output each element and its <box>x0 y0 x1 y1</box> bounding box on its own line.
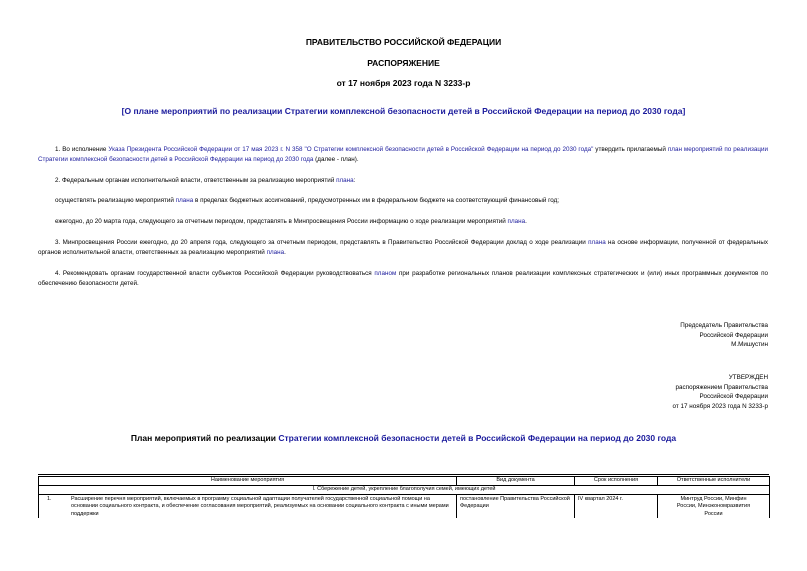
title-bracket-open: [ <box>121 106 125 116</box>
plan-link-p3a[interactable]: плана <box>588 239 606 246</box>
col-header-term: Срок исполнения <box>575 477 658 486</box>
row-number: 1. <box>47 495 52 502</box>
p1-text: 1. Во исполнение <box>55 146 109 153</box>
col-header-exec: Ответственные исполнители <box>658 477 770 486</box>
p2b-suffix: . <box>525 218 527 225</box>
signature-line-2: Российской Федерации <box>699 331 768 339</box>
p2a-text: осуществлять реализацию мероприятий <box>55 197 176 204</box>
paragraph-2 <box>38 176 768 186</box>
p2-text: 2. Федеральным органам исполнительной власти, ответственным за реализацию мероприятий <box>55 177 337 184</box>
government-title: ПРАВИТЕЛЬСТВО РОССИЙСКОЙ ФЕДЕРАЦИИ <box>305 37 502 47</box>
approved-heading: УТВЕРЖДЕН <box>728 374 768 381</box>
plan-title <box>0 433 807 443</box>
col-header-name: Наименование мероприятия <box>39 477 457 486</box>
title-link-o[interactable]: О <box>124 106 132 116</box>
signature-name: М.Мишустин <box>731 341 768 348</box>
decree-link[interactable]: Указа Президента Российской Федерации от 17 мая 2023 г. N 358 "О Стратегии комплексной безопасности детей в Российской Федерации на период до 2030 года" <box>108 146 594 153</box>
p2-suffix: : <box>353 177 356 184</box>
col-header-doc: Вид документа <box>457 477 575 486</box>
title-bracket-close: ] <box>682 106 686 116</box>
p1-mid: утвердить прилагаемый <box>593 146 668 153</box>
approval-block <box>673 373 768 411</box>
p3-text: 3. Минпросвещения России ежегодно, до 20 апреля года, следующего за отчетным периодом, представлять в Правительство Российской Федерации доклад о ходе реализации <box>55 239 589 246</box>
plan-link-p3b[interactable]: плана <box>266 248 285 256</box>
p3-suffix: . <box>284 248 286 256</box>
plan-link-p2b[interactable]: плана <box>507 218 526 225</box>
approved-line-2: распоряжением Правительства <box>675 383 768 391</box>
title-link[interactable]: плане мероприятий по реализации Стратегии комплексной безопасности детей в Российской Федерации на период до 2030 года <box>131 106 683 116</box>
strategy-link[interactable]: Стратегии комплексной безопасности детей в Российской Федерации на период до 2030 года <box>278 433 677 443</box>
p2a-suffix: в пределах бюджетных ассигнований, предусмотренных им в федеральном бюджете на соответствующий финансовый год; <box>193 197 560 204</box>
cell-exec: Минтруд России, Минфин России, Минэкономразвития России <box>658 494 770 518</box>
plan-table <box>38 476 770 518</box>
plan-link-p4[interactable]: планом <box>374 270 397 277</box>
plan-title-prefix: План мероприятий по реализации <box>130 433 279 443</box>
approved-line-3: Российской Федерации <box>699 393 768 400</box>
p4-suffix: при разработке региональных планов реализации комплексных стратегических и (или) иных программных документов по обеспечению безопасности детей. <box>38 270 768 287</box>
section-title: I. Сбережение детей, укрепление благополучия семей, имеющих детей <box>39 486 770 495</box>
paragraph-1 <box>38 145 768 164</box>
doc-type: РАСПОРЯЖЕНИЕ <box>367 58 440 68</box>
signature-block <box>680 321 768 350</box>
p2b-text: ежегодно, до 20 марта года, следующего за отчетным периодом, представлять в Минпросвещения России информацию о ходе реализации мероприятий <box>55 218 508 225</box>
table-header-row <box>39 477 770 486</box>
plan-link-p2[interactable]: плана <box>336 177 354 184</box>
cell-name <box>39 494 457 518</box>
cell-doc: постановление Правительства Российской Федерации <box>457 494 575 518</box>
plan-link[interactable]: план мероприятий по реализации Стратегии комплексной безопасности детей в Российской Федерации на период до 2030 года <box>38 146 768 163</box>
table-row <box>39 494 770 518</box>
table-top-rule <box>38 474 769 475</box>
row-name: Расширение перечня мероприятий, включаемых в программу социальной адаптации получателей государственной социальной помощи на основании социального контракта, и обеспечение согласования мероприятий, реализуемых на основании социального контракта с иными мерами поддержки <box>71 495 449 517</box>
paragraph-3 <box>38 238 768 257</box>
paragraph-4 <box>38 269 768 288</box>
paragraph-2b <box>38 217 768 227</box>
date-number: от 17 ноября 2023 года N 3233-р <box>336 78 471 88</box>
section-row <box>39 486 770 495</box>
plan-link-p2a[interactable]: плана <box>175 197 194 204</box>
approved-line-4: от 17 ноября 2023 года N 3233-р <box>672 402 768 410</box>
cell-term: IV квартал 2024 г. <box>575 494 658 518</box>
p4-text: 4. Рекомендовать органам государственной власти субъектов Российской Федерации руководствоваться <box>55 270 375 277</box>
p1-suffix: (далее - план). <box>313 155 359 163</box>
document-title <box>0 106 807 116</box>
paragraph-2a <box>38 196 768 206</box>
p3-mid: на основе информации, полученной от федеральных органов исполнительной власти, ответственных за реализацию мероприятий <box>38 239 768 256</box>
signature-line-1: Председатель Правительства <box>680 322 768 329</box>
